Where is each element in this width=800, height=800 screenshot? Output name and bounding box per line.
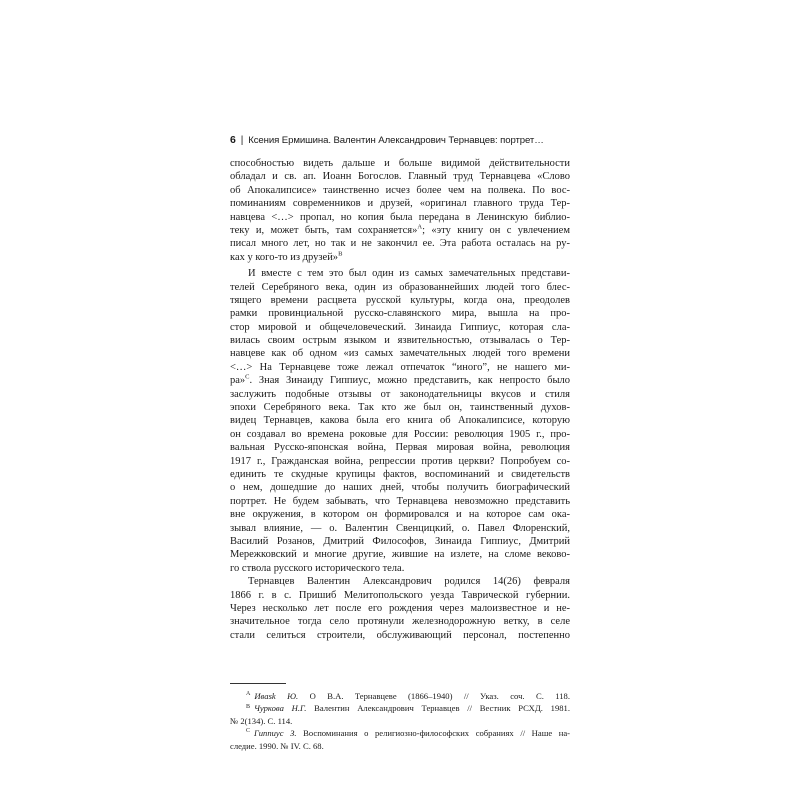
text-line: Мережковский и многие другие, жившие на излете, на сломе веково- [230,549,570,561]
footnote-mark: A [246,691,251,698]
text-line: обладал и св. ап. Иоанн Богослов. Главный труд Тернавцева «Слово [230,171,570,183]
footnote-continuation: № 2(134). С. 114. [230,715,293,726]
footnote-ref: B [338,250,343,258]
running-title: Ксения Ермишина. Валентин Александрович Тернавцев: портрет… [248,134,544,146]
text-line: стали селиться строители, обслуживающий персонал, постепенно [230,629,570,641]
footnotes [230,690,570,752]
text-line: о нем, дошедшие до наших дней, чтобы получить биографический [230,482,570,494]
text-segment: ра» [230,375,246,387]
text-line: навцева <…> пропал, но копия была передана в Ленинскую библио- [230,211,570,223]
text-segment: . Зная Зинаиду Гиппиус, можно представить, как непросто было [249,375,570,387]
footnote [230,727,570,739]
text-line: 1917 г., Гражданская война, репрессии против церкви? Попробуем со- [230,455,570,467]
footnote-mark: B [246,703,251,710]
book-page [230,120,571,751]
text-segment: ках у кого-то из друзей» [230,251,339,263]
text-line: тящего времени расцвета русской культуры, когда она, преодолев [230,294,570,306]
text-line: Василий Розанов, Дмитрий Философов, Зинаида Гиппиус, Дмитрий [230,535,570,547]
footnote [230,690,570,702]
footnote-mark: C [246,728,251,735]
text-line [230,251,570,264]
text-segment: теку и, может быть, там сохраняется» [230,224,418,236]
text-line: стор мировой и общечеловеческий. Зинаида Гиппиус, которая сла- [230,321,570,333]
page-number: 6 [230,134,236,146]
text-line: Через несколько лет после его рождения через малоизвестное и не- [230,602,570,614]
footnote [230,702,570,714]
text-line: поминаниям современников и друзей, «оригинал главного труда Тер- [230,198,570,210]
text-line: вне окружения, в котором он формировался и на которое сам ока- [230,509,570,521]
text-line: го ствола русского исторического тела. [230,562,405,574]
text-line: портрет. Не будем забывать, что Тернавцева невозможно представить [230,495,570,507]
footnote-author: Гиппиус З. [254,728,297,739]
text-line: значительное тогда село протянули железнодорожную ветку, в селе [230,616,570,628]
text-line: способностью видеть дальше и больше видимой действительности [230,158,570,169]
header-separator: | [240,134,244,146]
footnote-ref: C [245,373,250,381]
text-line: заслужить подобные отзывы от законодательницы вкусов и стиля [230,388,570,400]
text-line: рамки провинциальной русско-славянского мира, вышла на про- [230,308,570,320]
text-line [230,374,570,387]
text-line: вилась своим острым языком и язвительностью, отзывалась о Тер- [230,335,570,347]
text-line: навцеве как об одном «из самых замечательных людей того времени [230,348,570,360]
text-line: Тернавцев Валентин Александрович родился 14(26) февраля [248,576,570,588]
text-line: <…> На Тернавцеве тоже лежал отпечаток “иного”, не нашего ми- [230,361,570,373]
footnote-continuation: следие. 1990. № IV. С. 68. [230,740,324,751]
text-line: он создавал во времена роковые для России: революция 1905 г., про- [230,428,570,440]
footnote-text: Валентин Александрович Тернавцев // Вестник РСХД. 1981. [314,703,570,714]
text-line: телей Серебряного века, один из образованнейших людей того блес- [230,281,570,293]
text-line: 1866 г. в с. Пришиб Мелитопольского уезда Таврической губернии. [230,589,570,601]
text-line [230,224,570,237]
footnote-ref: A [417,223,423,231]
text-segment: ; «эту книгу он с увлечением [422,224,570,236]
footnote-rule [230,683,286,684]
footnote-author: Чуркова Н.Г. [254,703,307,714]
text-line: зывал влияние, — о. Валентин Свенцицкий, о. Павел Флоренский, [230,522,570,534]
text-line: эпохи Серебряного века. Так кто же был он, таинственный духов- [230,402,570,414]
text-line: писал много лет, но так и не закончил ее. Эта работа осталась на ру- [230,238,570,250]
footnote-text: Воспоминания о религиозно-философских собраниях // Наше на- [303,728,570,739]
text-line: об Апокалипсисе» таинственно исчез более чем на полвека. По вос- [230,184,570,196]
text-line: единить те скудные крупицы фактов, воспоминаний и свидетельств [230,468,570,480]
running-head [230,130,570,150]
text-line: вальная Русско-японская война, Первая мировая война, революция [230,442,570,454]
text-line: видец Тернавцев, какова была его книга об Апокалипсисе, которую [230,415,570,427]
footnote-author: Ивask Ю. [254,691,299,701]
body-text [230,157,570,642]
text-line: И вместе с тем это был один из самых замечательных представи- [248,268,570,280]
footnote-text: О В.А. Тернавцеве (1866–1940) // Указ. соч. С. 118. [309,691,571,701]
